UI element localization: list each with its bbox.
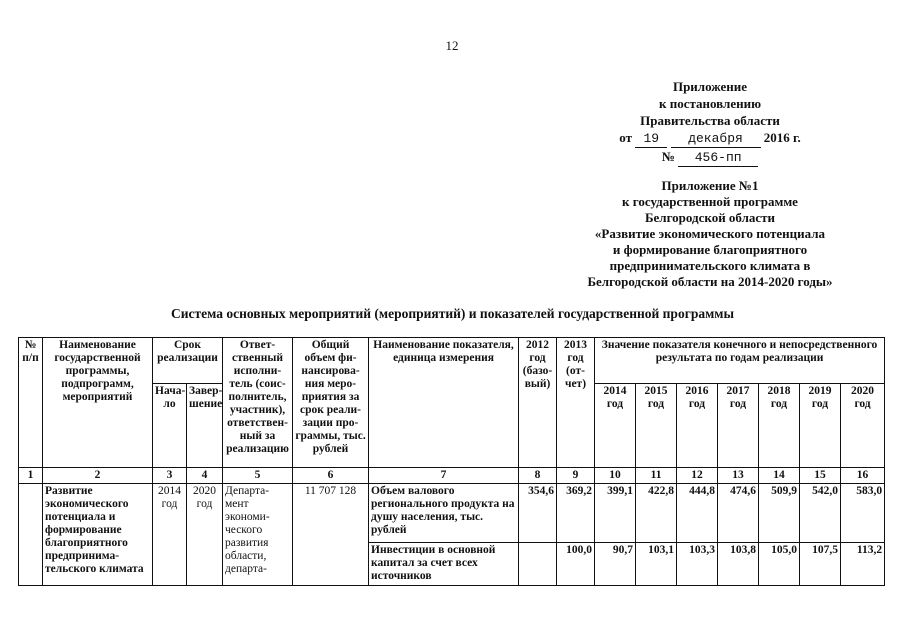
column-number: 14 (759, 468, 800, 484)
approval-line: к постановлению (658, 96, 762, 111)
header-year: 2017 год (718, 384, 759, 468)
annex-line: Приложение №1 (661, 178, 759, 193)
program-start: 2014 год (153, 484, 187, 586)
annex-line: к государственной программе (622, 194, 798, 209)
column-number-row (19, 468, 885, 484)
header-year: 2015 год (636, 384, 677, 468)
value-year: 90,7 (595, 543, 636, 586)
column-number: 4 (187, 468, 223, 484)
date-year: 2016 г. (763, 130, 801, 145)
annex-line: предпринимательского климата в (609, 258, 811, 273)
column-number: 6 (293, 468, 369, 484)
program-end: 2020 год (187, 484, 223, 586)
approval-line: Правительства области (640, 113, 780, 128)
header-funding: Общий объем фи-нансирова-ния меро-приятия за срок реали-зации про-граммы, тыс. рублей (293, 338, 369, 468)
header-year: 2018 год (759, 384, 800, 468)
date-prefix: от (619, 130, 633, 145)
program-name: Развитие экономического потенциала и формирование благоприятного предпринима-тельского климата (43, 484, 153, 586)
value-2012 (519, 543, 557, 586)
header-year: 2020 год (841, 384, 885, 468)
value-2013: 100,0 (557, 543, 595, 586)
value-year: 107,5 (800, 543, 841, 586)
row-num-cell (19, 484, 43, 586)
value-year: 103,3 (677, 543, 718, 586)
value-year: 542,0 (800, 484, 841, 543)
program-table (18, 337, 885, 586)
column-number: 5 (223, 468, 293, 484)
header-responsible: Ответ-ственный исполни-тель (соис-полнитель, участник), ответствен-ный за реализацию (223, 338, 293, 468)
value-year: 583,0 (841, 484, 885, 543)
value-year: 103,1 (636, 543, 677, 586)
table-row (19, 484, 885, 543)
value-year: 113,2 (841, 543, 885, 586)
annex-line: «Развитие экономического потенциала (594, 226, 826, 241)
header-2012: 2012 год (базо-вый) (519, 338, 557, 468)
column-number: 7 (369, 468, 519, 484)
column-number: 1 (19, 468, 43, 484)
value-year: 422,8 (636, 484, 677, 543)
annex-line: Белгородской области на 2014-2020 годы» (587, 274, 833, 289)
approval-block (560, 78, 860, 167)
value-year: 509,9 (759, 484, 800, 543)
value-year: 103,8 (718, 543, 759, 586)
header-indicator: Наименование показателя, единица измерения (369, 338, 519, 468)
header-year: 2016 год (677, 384, 718, 468)
page-number: 12 (445, 38, 459, 53)
document-title: Система основных мероприятий (мероприятий) и показателей государственной программы (170, 306, 735, 321)
value-2013: 369,2 (557, 484, 595, 543)
header-values-group: Значение показателя конечного и непосредственного результата по годам реализации (595, 338, 885, 384)
annex-block (535, 178, 885, 290)
header-2013: 2013 год (от-чет) (557, 338, 595, 468)
program-funding: 11 707 128 (293, 484, 369, 586)
value-year: 474,6 (718, 484, 759, 543)
header-end: Завер-шение (187, 384, 223, 468)
indicator-name: Объем валового регионального продукта на душу населения, тыс. рублей (369, 484, 519, 543)
annex-line: Белгородской области (644, 210, 776, 225)
value-year: 399,1 (595, 484, 636, 543)
approval-number-line (560, 148, 860, 167)
date-day: 19 (635, 130, 667, 148)
column-number: 16 (841, 468, 885, 484)
column-number: 3 (153, 468, 187, 484)
column-number: 15 (800, 468, 841, 484)
header-period: Срок реализации (153, 338, 223, 384)
column-number: 10 (595, 468, 636, 484)
column-number: 11 (636, 468, 677, 484)
column-number: 8 (519, 468, 557, 484)
column-number: 13 (718, 468, 759, 484)
annex-line: и формирование благоприятного (612, 242, 808, 257)
header-num: № п/п (19, 338, 43, 468)
header-start: Нача-ло (153, 384, 187, 468)
approval-line: Приложение (672, 79, 748, 94)
value-year: 105,0 (759, 543, 800, 586)
header-year: 2019 год (800, 384, 841, 468)
approval-date-line (560, 129, 860, 148)
column-number: 12 (677, 468, 718, 484)
indicator-name: Инвестиции в основной капитал за счет всех источников (369, 543, 519, 586)
date-month: декабря (671, 130, 761, 148)
header-name: Наименование государственной программы, подпрограмм, мероприятий (43, 338, 153, 468)
column-number: 2 (43, 468, 153, 484)
column-number: 9 (557, 468, 595, 484)
value-year: 444,8 (677, 484, 718, 543)
value-2012: 354,6 (519, 484, 557, 543)
header-year: 2014 год (595, 384, 636, 468)
number-prefix: № (661, 149, 675, 164)
program-responsible: Департа-мент экономи-ческого развития области, департа- (223, 484, 293, 586)
number-value: 456-пп (678, 149, 758, 167)
